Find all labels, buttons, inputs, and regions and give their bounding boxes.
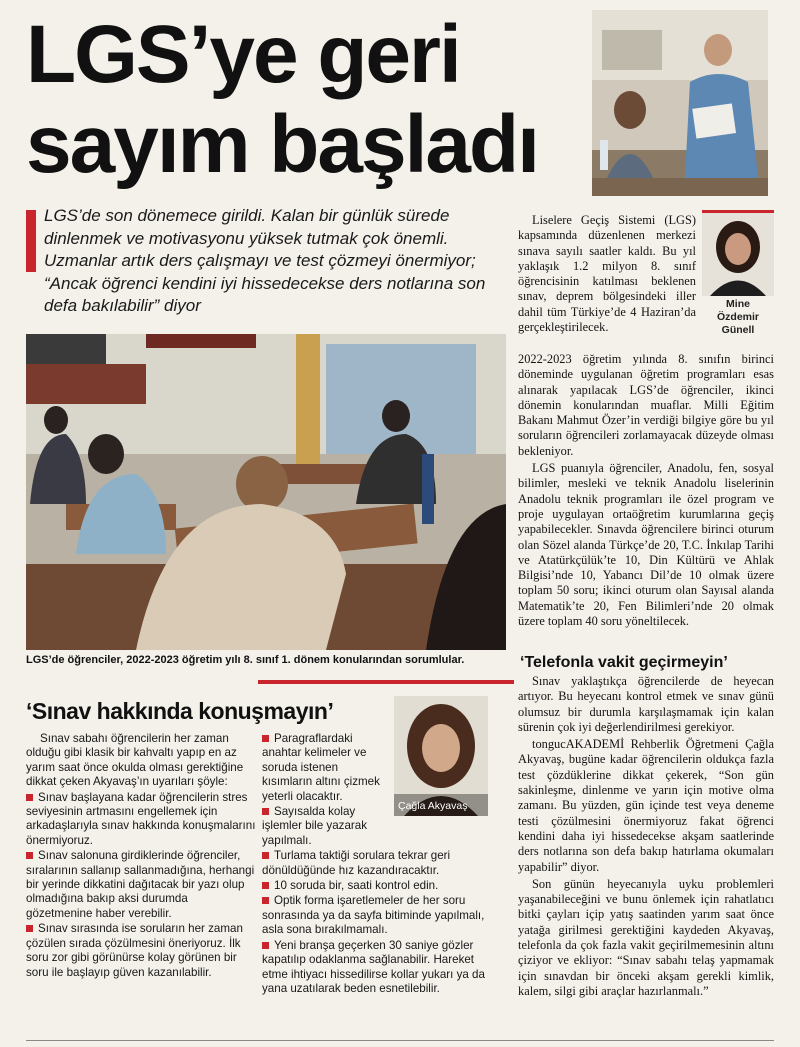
list-item: Sınav başlayana kadar öğrencilerin stres seviyesinin artmasını engellemek için arkadaşlarıyla sınav hakkında konuşmalarını önermiyoruz. [26,790,256,847]
list-item: Sınav salonuna girdiklerinde öğrenciler, sıralarının sallanıp sallanmadığına, herhangi bir yerinde dikkatini dağıtacak bir yazı olup olmadığına bakıp aksi durumda gözetmenine haber verebilir. [26,849,255,920]
list-item: Sınav sırasında ise soruların her zaman çözülen sırada çözülmesini öneriyoruz. İlk soru zor gibi görünürse kolay görünen bir soru ile başlayıp güven kazanılabilir. [26,922,256,980]
right-column-middle [518,352,774,631]
subheading-left: ‘Sınav hakkında konuşmayın’ [26,698,334,724]
right-column-bottom [518,674,774,1001]
paragraph: Sınav yaklaştıkça öğrencilerde de heyecan artıyor. Bu heyecanı kontrol etmek ve sınav günü olumsuz bir durumla karşılaşmamak için kalan sürenin çok iyi değerlendirilmesi gerekiyor. [518,674,774,734]
portrait-caption: Mine Özdemir Günell [716,298,759,336]
bottom-divider [26,1040,774,1041]
portrait-mine-ozdemir-gunell [702,210,774,296]
exam-hall-photo [26,334,506,650]
subheading-right: ‘Telefonla vakit geçirmeyin’ [520,654,728,671]
paragraph: LGS puanıyla öğrenciler, Anadolu, fen, sosyal bilimler, mesleki ve teknik Anadolu liselerinin Anadolu teknik programları ile özel program ve proje uygulayan ortaöğretim kurumlarına geçiş yapabilecekler. Sınavda öğrencilere birinci oturum olan Sözel alanda Türkçe’de 20, T.C. İnkılap Tarihi ve Atatürkçülük’te 10, Din Kültürü ve Ahlak Bilgisi’nde 10, Yabancı Dil’de 10 olmak üzere toplam 50 soru; ikinci oturum olan Sayısal alanda Matematik’te 20, Fen Bilimleri’nde 20 olmak üzere toplam 40 soru yöneltilecek. [518,461,774,629]
list-item: Yeni branşa geçerken 30 saniye gözler kapatılıp odaklanma sağlanabilir. Hareket etme ihtiyacı hissedilirse kollar yukarı ya da yana uzatılarak beden esnetilebilir. [262,939,494,997]
classroom-photo-top [592,10,768,196]
lead-paragraph: LGS’de son dönemece girildi. Kalan bir günlük sürede dinlenmek ve motivasyonu yüksek tutmak çok önemli. Uzmanlar artık ders çalışmayı ve test çözmeyi önermiyor; “Ancak öğrenci kendini iyi hissedecekse ders notlarına son defa bakılabilir” diyor [44,206,486,315]
headline-line-1: LGS’ye geri [26,9,460,100]
portrait-caption: Çağla Akyavaş [398,800,468,812]
portrait-cagla-akyavas [394,696,488,816]
paragraph: 2022-2023 öğretim yılında 8. sınıfın birinci döneminde uygulanan öğretim programları esas alınarak yapılacak LGS’de öğrenciler, ikinci dönemin konularından muaflar. Milli Eğitim Bakanı Mahmut Özer’in verdiği bilgiye göre bu yıl soruların öğrencileri zorlamayacak düzeyde olması bekleniyor. [518,352,774,458]
lead-accent-bar [26,210,36,272]
list-item: Turlama taktiği sorulara tekrar geri dönüldüğünde hız kazandıracaktır. [262,849,494,878]
headline-line-2: sayım başladı [26,99,538,190]
photo-caption: LGS’de öğrenciler, 2022-2023 öğretim yılı 8. sınıf 1. dönem konularından sorumlular. [26,654,465,666]
paragraph: Sınav sabahı öğrencilerin her zaman olduğu gibi klasik bir kahvaltı yapıp en az yarım saat önce okulda olması gerektiğine dikkat çeken Akyavaş’ın uyarıları şöyle: [26,732,244,789]
list-item: Sayısalda kolay işlemler bile yazarak yapılmalı. [262,805,390,848]
left-column-1 [26,732,256,981]
paragraph: tongucAKADEMİ Rehberlik Öğretmeni Çağla Akyavaş, bugüne kadar öğrencilerin oldukça fazla test çözdüklerine dikkat çekerek, “Son gün sakinleşme, dinlenme ve yarın için motive olma zamanı. Bu yüzden, gün içinde test veya deneme testi çözülmesini önermiyoruz fakat öğrenci kendini daha iyi hissedecekse akşam saatlerinde ders notlarına son defa bakıp hatırlama okumaları yapabilir” diyor. [518,737,774,874]
list-item: 10 soruda bir, saati kontrol edin. [262,879,494,893]
paragraph: Liselere Geçiş Sistemi (LGS) kapsamında düzenlenen merkezi sınava sayılı saatler kaldı. Bu yıl yaklaşık 1.2 milyon 8. sınıf öğrencisinin katılması beklenen sınav, deprem bölgesindeki iller dahil tüm Türkiye’de 4 Haziran’da gerçekleştirilecek. [518,213,696,335]
section-divider [258,680,514,684]
list-item: Optik forma işaretlemeler de her soru sonrasında ya da sayfa bitiminde yapılmalı, asla sona bırakılmamalı. [262,894,494,937]
paragraph: Son günün heyecanıyla uyku problemleri yaşanabileceğini ve bunu önlemek için rahatlatıcı bitki çayları içip yatış saatinden yarım saat önce yatağa girilmesi gerektiğini kaydeden Akyavaş, telefonla da çok fazla vakit geçirilmemesinin altını çiziyor ve ekliyor: “Sınav sabahı telaş yapmamak için sınavdan bir önceki akşam gerekli kimlik, kalem, silgi gibi araçlar hazırlanmalı.” [518,876,774,998]
headline [26,10,586,190]
list-item: Paragraflardaki anahtar kelimeler ve soruda istenen kısımların altını çizmek yeterli olacaktır. [262,732,390,804]
right-column-top [518,213,696,337]
